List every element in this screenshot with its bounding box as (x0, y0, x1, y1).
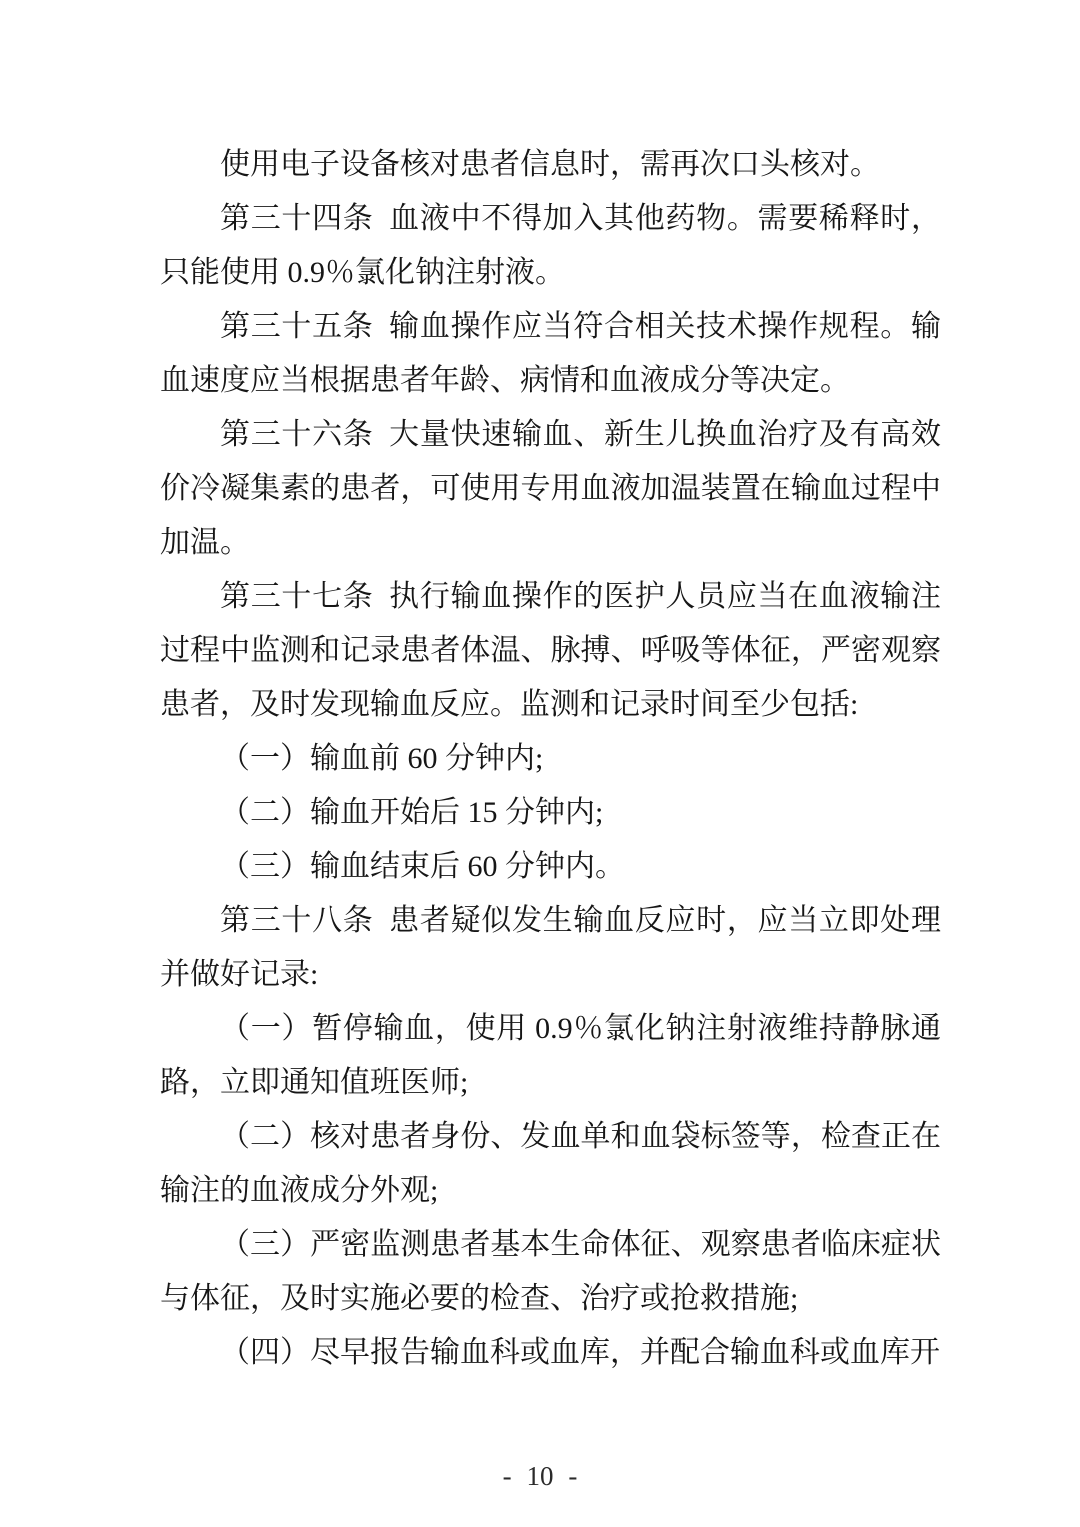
paragraph: （三）输血结束后 60 分钟内。 (220, 850, 625, 883)
page-number: - 10 - (502, 1461, 578, 1491)
paragraph: 第三十七条 执行输血操作的医护人员应当在血液输注过程中监测和记录患者体温、脉搏、呼吸等体征，严密观察患者，及时发现输血反应。监测和记录时间至少包括: (160, 580, 941, 721)
paragraph: 第三十五条 输血操作应当符合相关技术操作规程。输血速度应当根据患者年龄、病情和血液成分等决定。 (160, 310, 941, 397)
paragraph: 第三十四条 血液中不得加入其他药物。需要稀释时，只能使用 0.9％氯化钠注射液。 (160, 202, 941, 289)
document-body (160, 138, 941, 1380)
paragraph: （一）暂停输血，使用 0.9％氯化钠注射液维持静脉通路，立即通知值班医师; (160, 1012, 941, 1099)
paragraph: 第三十八条 患者疑似发生输血反应时，应当立即处理并做好记录: (160, 904, 941, 991)
paragraph: （三）严密监测患者基本生命体征、观察患者临床症状与体征，及时实施必要的检查、治疗或抢救措施; (160, 1228, 941, 1315)
paragraph: 使用电子设备核对患者信息时，需再次口头核对。 (220, 148, 880, 181)
paragraph: （二）输血开始后 15 分钟内; (220, 796, 604, 829)
paragraph: （四）尽早报告输血科或血库，并配合输血科或血库开 (220, 1336, 940, 1369)
paragraph: （一）输血前 60 分钟内; (220, 742, 544, 775)
paragraph: 第三十六条 大量快速输血、新生儿换血治疗及有高效价冷凝集素的患者，可使用专用血液加温装置在输血过程中加温。 (160, 418, 941, 559)
paragraph: （二）核对患者身份、发血单和血袋标签等，检查正在输注的血液成分外观; (160, 1120, 941, 1207)
